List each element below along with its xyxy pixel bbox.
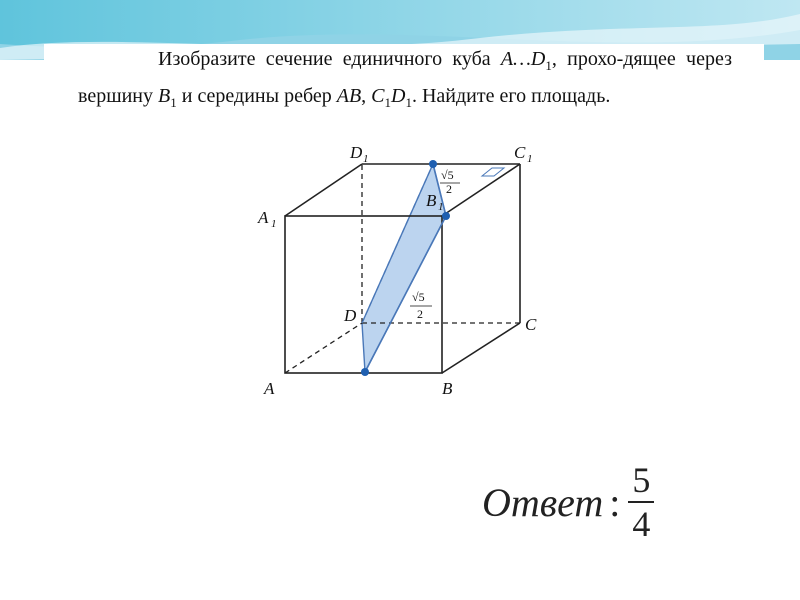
- edge-d1-sub: 1: [405, 95, 412, 110]
- fraction-mid-root: √5: [412, 290, 425, 304]
- label-d1: D: [350, 143, 363, 162]
- fraction-top-den: 2: [446, 182, 452, 196]
- answer: [482, 462, 654, 542]
- point-midpoint-c1d1: [429, 160, 437, 168]
- label-c1-sub: 1: [527, 153, 533, 165]
- answer-denominator: 4: [632, 504, 651, 544]
- problem-text-2: , прохо-дящее через вершину: [78, 48, 732, 107]
- label-b1-sub: 1: [438, 201, 444, 213]
- answer-fraction: [628, 461, 654, 543]
- edge-c1-sub: 1: [384, 95, 392, 110]
- edge-c1: C: [371, 85, 385, 107]
- label-d: D: [344, 306, 357, 325]
- label-c: C: [525, 315, 537, 334]
- edge-ab: AB: [336, 85, 362, 107]
- problem-text-5: . Найдите его площадь.: [411, 85, 611, 107]
- label-b: B: [442, 379, 453, 398]
- point-midpoint-ab: [361, 368, 369, 376]
- point-b1: [442, 212, 450, 220]
- label-b1: B: [426, 191, 437, 210]
- vertex-name: B: [158, 85, 171, 107]
- vertex-sub: 1: [170, 95, 177, 110]
- edge-d1: D: [391, 85, 406, 107]
- problem-text-3: и середины ребер: [176, 85, 337, 107]
- answer-colon: :: [609, 479, 621, 525]
- label-d1-sub: 1: [363, 153, 369, 165]
- answer-word: Ответ: [482, 479, 604, 525]
- angle-mark: [482, 168, 504, 176]
- problem-text-1: Изобразите сечение единичного куба: [158, 48, 501, 70]
- label-a1: A: [258, 208, 269, 227]
- answer-fraction-bar: [628, 501, 654, 503]
- label-c1: C: [514, 143, 526, 162]
- cube-name-sub: 1: [545, 58, 552, 73]
- problem-text-4: ,: [361, 85, 372, 107]
- fraction-mid-den: 2: [417, 307, 423, 321]
- fraction-top-root: √5: [441, 168, 454, 182]
- cube-name: A…D: [500, 48, 546, 70]
- label-a1-sub: 1: [271, 218, 277, 230]
- label-a: A: [264, 379, 275, 398]
- answer-numerator: 5: [632, 460, 651, 500]
